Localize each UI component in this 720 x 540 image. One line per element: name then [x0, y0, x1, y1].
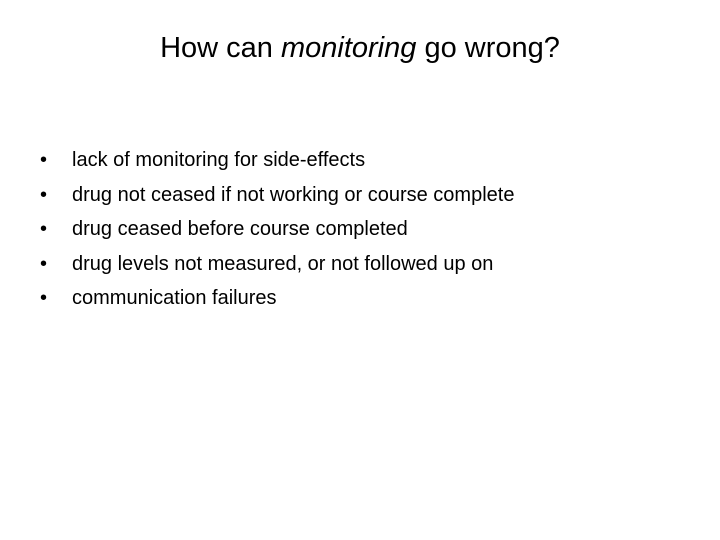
- bullet-text: communication failures: [72, 287, 277, 309]
- bullet-item: [40, 247, 514, 282]
- bullet-item: [40, 178, 514, 213]
- bullet-point-icon: •: [40, 183, 48, 206]
- title-text-before: How can: [160, 32, 281, 64]
- slide-title: [0, 30, 720, 66]
- bullet-point-icon: •: [40, 149, 48, 171]
- bullet-text: lack of monitoring for side-effects: [72, 149, 366, 171]
- title-emphasis: monitoring: [280, 32, 417, 64]
- bullet-item: [40, 212, 514, 247]
- bullet-item: [40, 143, 514, 178]
- bullet-list: [40, 143, 514, 316]
- bullet-text: drug not ceased if not working or course complete: [72, 183, 515, 206]
- bullet-point-icon: •: [40, 287, 48, 309]
- bullet-text: drug ceased before course completed: [72, 218, 408, 240]
- bullet-text: drug levels not measured, or not followed up on: [72, 252, 494, 275]
- bullet-item: [40, 281, 514, 316]
- bullet-point-icon: •: [40, 252, 48, 275]
- title-text-after: go wrong?: [416, 32, 560, 64]
- bullet-point-icon: •: [40, 218, 48, 240]
